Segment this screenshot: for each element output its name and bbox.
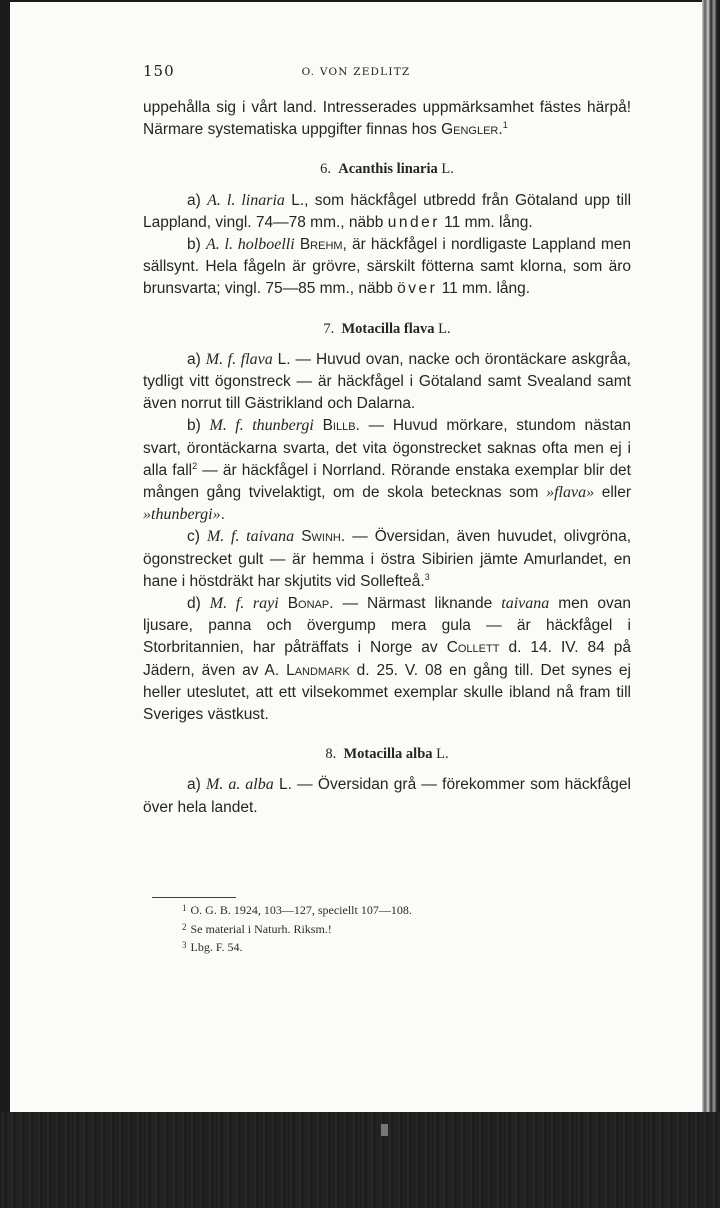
section-heading-motacilla-flava: 7. Motacilla flava L.: [323, 320, 451, 337]
author-name: Collett: [446, 639, 500, 657]
taxon-name: A. l. linaria: [207, 191, 285, 209]
section-heading-motacilla-alba: 8. Motacilla alba L.: [325, 746, 449, 763]
author-name: Gengler.: [441, 121, 503, 139]
footnote: $^2$ Se material i Naturh. Riksm.!: [182, 921, 332, 936]
subspecies-entry: a) A. l. linaria L., som häckfågel utbredd från Götaland upp till Lappland, vingl. 74—78 mm., näbb under 11 mm. lång.: [143, 191, 632, 231]
running-head: O. VON ZEDLITZ: [301, 66, 411, 78]
subspecies-entry: b) A. l. holboelli Brehm, är häckfågel i nordligaste Lappland men sällsynt. Hela fågeln är grövre, särskilt fötterna samt klorna, som äro brunsvarta; vingl. 75—85 mm., näbb över 11 mm. lång.: [143, 236, 631, 298]
footnote: $^1$ O. G. B. 1924, 103—127, speciellt 107—108.: [182, 903, 412, 917]
species-name: Acanthis linaria: [338, 161, 438, 178]
page-header: [10, 62, 702, 86]
scan-border-bottom: [0, 1112, 720, 1208]
taxon-name: M. a. alba: [206, 776, 274, 794]
subspecies-entry: c) M. f. taivana Swinh. — Översidan, även huvudet, olivgröna, ögonstrecket gult — är hemma i östra Sibirien jämte Amurlandet, en hane i höstdräkt har skjutits vid Sollefteå.$^3$: [143, 528, 632, 590]
species-name: Motacilla flava: [341, 320, 435, 337]
quoted-name: »thunbergi»: [143, 506, 221, 524]
book-page: [10, 2, 702, 1112]
subspecies-entry: a) M. a. alba L. — Översidan grå — förekommer som häckfågel över hela landet.: [143, 776, 631, 816]
footnote-ref: 1: [502, 120, 508, 131]
taxon-name: M. f. taivana: [206, 528, 295, 546]
taxon-name: M. f. flava: [205, 350, 273, 368]
footnotes: [182, 900, 622, 956]
subspecies-entry: b) M. f. thunbergi Billb. — Huvud mörkare, stundom nästan svart, örontäckarna svarta, det vita ögonstrecket saknas ofta men ej i alla fall$^2$ — är häckfågel i Norrland. Rörande enstaka exemplar blir det mången gång tvivelaktigt, om de skola betecknas som »flava» eller »thunbergi».: [143, 417, 632, 524]
spaced-word: över: [397, 280, 438, 298]
taxon-name: M. f. rayi: [209, 595, 279, 613]
subspecies-entry: a) M. f. flava L. — Huvud ovan, nacke och örontäckare askgråa, tydligt vitt ögonstreck — är häckfågel i Götaland samt Svealand samt även norrut till Gästrikland och Dalarna.: [143, 350, 631, 413]
author-name: Landmark: [286, 661, 350, 679]
taxon-name: A. l. holboelli: [205, 236, 295, 254]
author-name: Swinh.: [301, 528, 346, 546]
subspecies-entry: d) M. f. rayi Bonap. — Närmast liknande taivana men ovan ljusare, panna och övergump mera gula — är häckfågel i Storbritannien, har påträffats i Norge av Collett d. 14. IV. 84 på Jädern, även av A. Landmark d. 25. V. 08 en gång till. Det synes ej heller uteslutet, att ett vilsekommet exemplar skulle ibland nå fram till Sveriges västkust.: [143, 595, 632, 724]
footnote-ref: 3: [424, 571, 430, 582]
spaced-word: under: [387, 213, 440, 231]
quoted-name: »flava»: [546, 484, 595, 502]
body-text: [143, 97, 631, 819]
author-name: Brehm,: [299, 236, 347, 254]
section-heading-acanthis-linaria: 6. Acanthis linaria L.: [320, 161, 454, 178]
scan-edge-right: [702, 0, 720, 1208]
taxon-name: M. f. thunbergi: [209, 417, 314, 435]
scan-artifact: [381, 1124, 388, 1136]
intro-paragraph: uppehålla sig i vårt land. Intresserades uppmärksamhet fästes härpå! Närmare systematiska uppgifter finnas hos Gengler.$^1$: [143, 99, 631, 139]
footnote-divider: [152, 897, 236, 898]
author-name: Bonap.: [287, 595, 334, 613]
footnote-ref: 2: [192, 460, 198, 471]
page-number: 150: [143, 62, 175, 80]
taxon-name: taivana: [501, 595, 550, 613]
species-name: Motacilla alba: [343, 746, 433, 763]
footnote: $^3$ Lbg. F. 54.: [182, 940, 243, 954]
author-name: Billb.: [322, 417, 360, 435]
